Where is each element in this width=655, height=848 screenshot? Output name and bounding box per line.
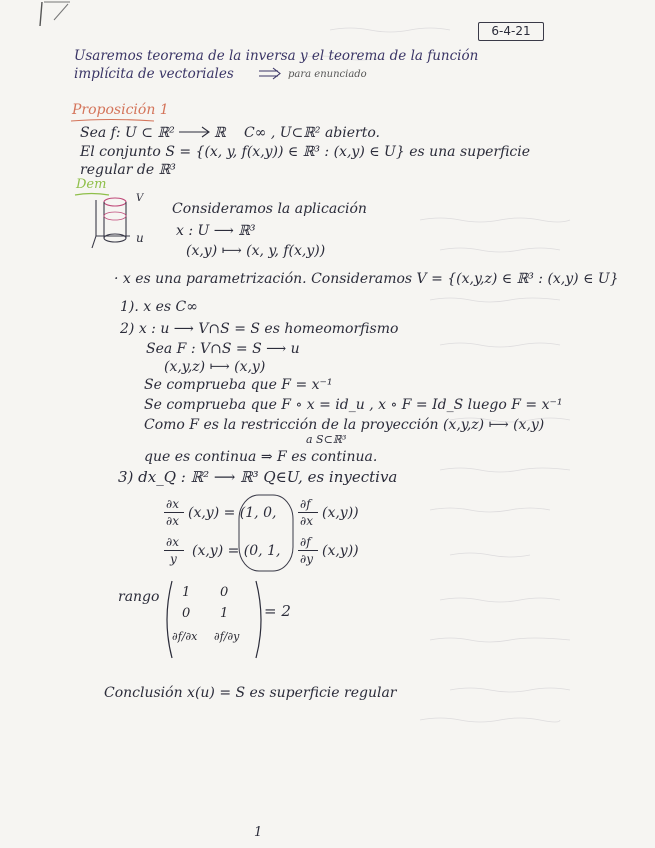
sketch-label-v: V [136, 193, 144, 204]
proposition-line-1b: ℝ [214, 125, 226, 141]
demo-step-2f-note: a S⊂ℝ³ [306, 433, 347, 446]
proposition-underline [70, 118, 155, 124]
implies-arrow-icon [258, 67, 284, 81]
date-box: 6-4-21 [478, 22, 544, 41]
demo-step-2g: que es continua ⇒ F es continua. [144, 449, 378, 465]
demo-heading: Dem [76, 177, 107, 192]
proposition-line-1c: C∞ , U⊂ℝ² abierto. [244, 125, 380, 141]
proposition-line-2: El conjunto S = {(x, y, f(x,y)) ∈ ℝ³ : (x,y) ∈ U} es una superficie [80, 144, 531, 160]
dxdy-frac-top: ∂x [166, 535, 179, 549]
demo-step-1: 1). x es C∞ [120, 299, 198, 315]
rank-label: rango [118, 589, 160, 605]
matrix-cell: 1 [182, 585, 191, 600]
maps-to-arrow-icon [178, 126, 212, 138]
demo-step-2b: Sea F : V∩S = S ⟶ u [146, 341, 300, 357]
proposition-heading: Proposición 1 [72, 102, 169, 118]
dxdy-end: (x,y)) [322, 543, 359, 559]
proposition-line-3: regular de ℝ³ [80, 162, 176, 178]
dxdy-df-top: ∂f [300, 535, 311, 549]
highlight-oval [236, 492, 326, 574]
matrix-cell: 0 [220, 585, 229, 600]
demo-consider: Consideramos la aplicación [172, 201, 367, 217]
dxdx-end: (x,y)) [322, 505, 359, 521]
dxdy-df-bot: ∂y [300, 552, 313, 566]
demo-step-3: 3) dx_Q : ℝ² ⟶ ℝ³ Q∈U, es inyectiva [118, 468, 398, 486]
demo-map-def: x : U ⟶ ℝ³ [176, 223, 256, 239]
dxdx-frac-bot: ∂x [166, 514, 179, 528]
matrix-cell: ∂f/∂y [214, 630, 240, 643]
demo-conclusion: Conclusión x(u) = S es superficie regular [104, 685, 397, 701]
rank-value: = 2 [264, 602, 291, 620]
dxdx-rest: (x,y) = (1, 0, [188, 505, 277, 521]
matrix-cell: ∂f/∂x [172, 630, 198, 643]
matrix-brackets [160, 578, 270, 662]
proposition-line-1a: Sea f: U ⊂ ℝ² [80, 125, 175, 141]
dxdy-rest: (x,y) = (0, 1, [192, 543, 281, 559]
dxdy-frac-bot: y [170, 552, 177, 566]
demo-map-rule: (x,y) ⟼ (x, y, f(x,y)) [186, 243, 326, 259]
demo-step-2e: Se comprueba que F ∘ x = id_u , x ∘ F = Id_S luego F = x⁻¹ [144, 397, 563, 413]
title-arrow-note: para enunciado [288, 69, 367, 80]
demo-step-2a: 2) x : u ⟶ V∩S = S es homeomorfismo [120, 321, 399, 337]
page-number: 1 [254, 825, 263, 840]
dxdx-df-bot: ∂x [300, 514, 313, 528]
demo-parametrization: · x es una parametrización. Consideramos V = {(x,y,z) ∈ ℝ³ : (x,y) ∈ U} [114, 271, 619, 287]
dxdx-df-top: ∂f [300, 497, 311, 511]
demo-step-2d: Se comprueba que F = x⁻¹ [144, 377, 333, 393]
matrix-cell: 0 [182, 606, 191, 621]
demo-step-2c: (x,y,z) ⟼ (x,y) [164, 359, 266, 375]
sketch-label-u: u [136, 231, 144, 245]
binder-edge-mark [30, 0, 80, 30]
demo-step-2f: Como F es la restricción de la proyección (x,y,z) ⟼ (x,y) [144, 417, 545, 433]
dxdx-frac-top: ∂x [166, 497, 179, 511]
title-line-1: Usaremos teorema de la inversa y el teorema de la función [74, 48, 479, 64]
matrix-cell: 1 [220, 606, 229, 621]
title-line-2: implícita de vectoriales [74, 66, 234, 82]
